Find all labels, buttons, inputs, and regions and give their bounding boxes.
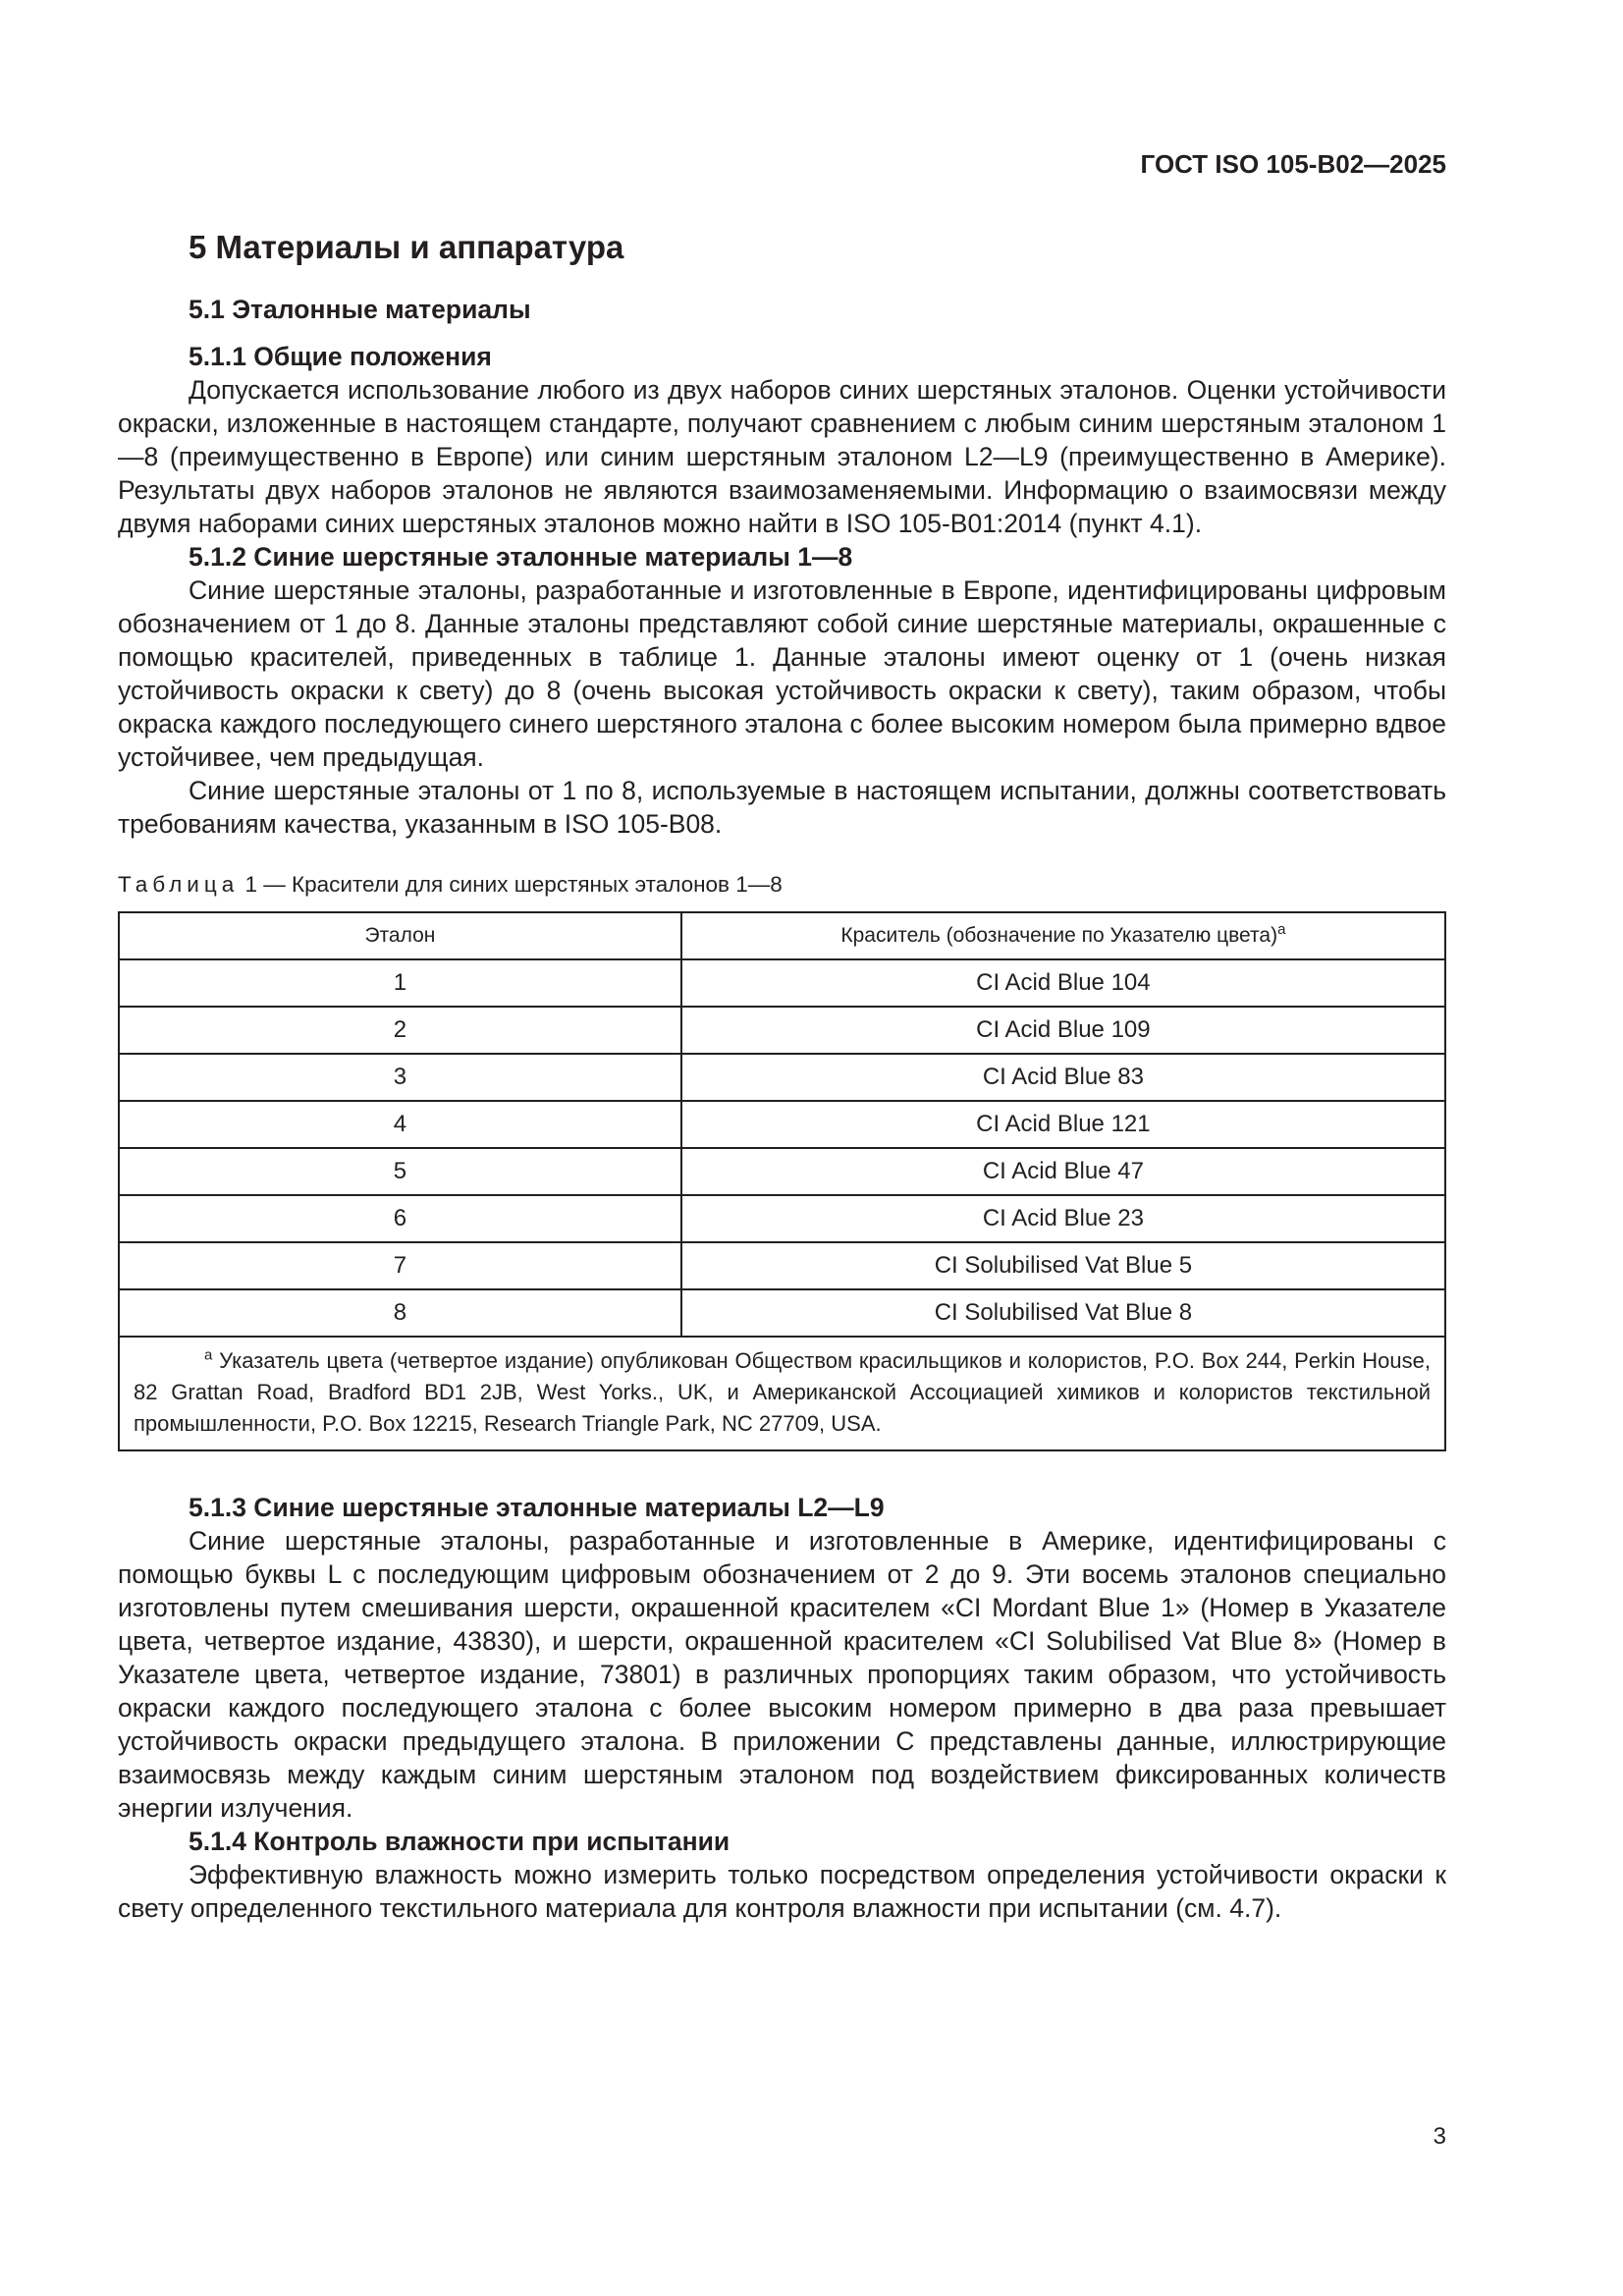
table-row	[119, 1054, 1445, 1101]
clause-5-1-2-text: Синие шерстяные эталоны, разработанные и изготовленные в Европе, идентифицированы цифровым обозначением от 1 до 8. Данные эталоны представляют собой синие шерстяные материалы, окрашенные с помощью красителей, приведенных в таблице 1. Данные эталоны имеют оценку от 1 (очень низкая устойчивость окраски к свету) до 8 (очень высокая устойчивость окраски к свету), таким образом, чтобы окраска каждого последующего синего шерстяного эталона с более высоким номером была примерно вдвое устойчивее, чем предыдущая.	[118, 575, 1446, 772]
table-footnote-row	[119, 1337, 1445, 1450]
standard-cell: 2	[119, 1007, 681, 1054]
standard-cell: 1	[119, 959, 681, 1007]
footnote-text: Указатель цвета (четвертое издание) опубликован Обществом красильщиков и колористов, P.O. Box 244, Perkin House, 82 Grattan Road, Bradford BD1 2JB, West Yorks., UK, и Американской Ассоциацией химиков и колористов текстильной промышленности, P.O. Box 12215, Research Triangle Park, NC 27709, USA.	[134, 1348, 1431, 1436]
standard-cell: 8	[119, 1289, 681, 1337]
section-title: 5 Материалы и аппаратура	[189, 229, 624, 265]
dye-cell: CI Solubilised Vat Blue 8	[681, 1289, 1445, 1337]
dye-cell: CI Acid Blue 23	[681, 1195, 1445, 1242]
standard-cell: 5	[119, 1148, 681, 1195]
table-caption	[118, 868, 1446, 902]
standard-cell: 3	[119, 1054, 681, 1101]
clause-5-1-3-title: 5.1.3 Синие шерстяные эталонные материалы L2—L9	[189, 1493, 885, 1522]
standard-cell: 6	[119, 1195, 681, 1242]
subsection-title: 5.1 Эталонные материалы	[189, 295, 531, 324]
clause-5-1-2-title: 5.1.2 Синие шерстяные эталонные материалы 1—8	[189, 542, 853, 572]
table-row	[119, 1289, 1445, 1337]
dye-cell: CI Solubilised Vat Blue 5	[681, 1242, 1445, 1289]
column-header-dye	[681, 912, 1445, 959]
dye-table	[118, 911, 1446, 1451]
dye-cell: CI Acid Blue 83	[681, 1054, 1445, 1101]
table-row	[119, 1007, 1445, 1054]
clause-5-1-4-text: Эффективную влажность можно измерить только посредством определения устойчивости окраски к свету определенного текстильного материала для контроля влажности при испытании (см. 4.7).	[118, 1860, 1446, 1923]
footnote-mark: a	[204, 1346, 213, 1364]
table-row	[119, 1195, 1445, 1242]
table-row	[119, 1148, 1445, 1195]
table-row	[119, 1101, 1445, 1148]
document-code: ГОСТ ISO 105-B02—2025	[1140, 149, 1446, 179]
dye-cell: CI Acid Blue 121	[681, 1101, 1445, 1148]
dye-cell: CI Acid Blue 104	[681, 959, 1445, 1007]
table-caption-text: 1 — Красители для синих шерстяных эталонов 1—8	[244, 872, 783, 897]
standard-cell: 4	[119, 1101, 681, 1148]
page-number: 3	[1433, 2123, 1446, 2150]
column-header-standard: Эталон	[119, 912, 681, 959]
table-caption-label: Таблица	[118, 872, 240, 897]
standard-cell: 7	[119, 1242, 681, 1289]
dye-cell: CI Acid Blue 109	[681, 1007, 1445, 1054]
clause-5-1-1-text: Допускается использование любого из двух наборов синих шерстяных эталонов. Оценки устойчивости окраски, изложенные в настоящем стандарте, получают сравнением с любым синим шерстяным эталоном 1—8 (преимущественно в Европе) или синим шерстяным эталоном L2—L9 (преимущественно в Америке). Результаты двух наборов эталонов не являются взаимозаменяемыми. Информацию о взаимосвязи между двумя наборами синих шерстяных эталонов можно найти в ISO 105-B01:2014 (пункт 4.1).	[118, 375, 1446, 538]
table-row	[119, 1242, 1445, 1289]
table-footnote	[119, 1337, 1445, 1450]
clause-5-1-1-title: 5.1.1 Общие положения	[189, 342, 492, 371]
table-header-row	[119, 912, 1445, 959]
dye-cell: CI Acid Blue 47	[681, 1148, 1445, 1195]
column-header-dye-text: Краситель (обозначение по Указателю цвета)	[840, 924, 1278, 947]
footnote-mark: a	[1277, 921, 1286, 938]
clause-5-1-2-text-2: Синие шерстяные эталоны от 1 по 8, используемые в настоящем испытании, должны соответствовать требованиям качества, указанным в ISO 105-B08.	[118, 776, 1446, 839]
clause-5-1-3-text: Синие шерстяные эталоны, разработанные и изготовленные в Америке, идентифицированы с помощью буквы L с последующим цифровым обозначением от 2 до 9. Эти восемь эталонов специально изготовлены путем смешивания шерсти, окрашенной красителем «CI Mordant Blue 1» (Номер в Указателе цвета, четвертое издание, 43830), и шерсти, окрашенной красителем «CI Solubilised Vat Blue 8» (Номер в Указателе цвета, четвертое издание, 73801) в различных пропорциях таким образом, что устойчивость окраски каждого последующего эталона с более высоким номером примерно в два раза превышает устойчивость окраски предыдущего эталона. В приложении C представлены данные, иллюстрирующие взаимосвязь между каждым синим шерстяным эталоном под воздействием фиксированных количеств энергии излучения.	[118, 1526, 1446, 1823]
table-row	[119, 959, 1445, 1007]
document-body	[118, 216, 1446, 1925]
clause-5-1-4-title: 5.1.4 Контроль влажности при испытании	[189, 1827, 730, 1856]
